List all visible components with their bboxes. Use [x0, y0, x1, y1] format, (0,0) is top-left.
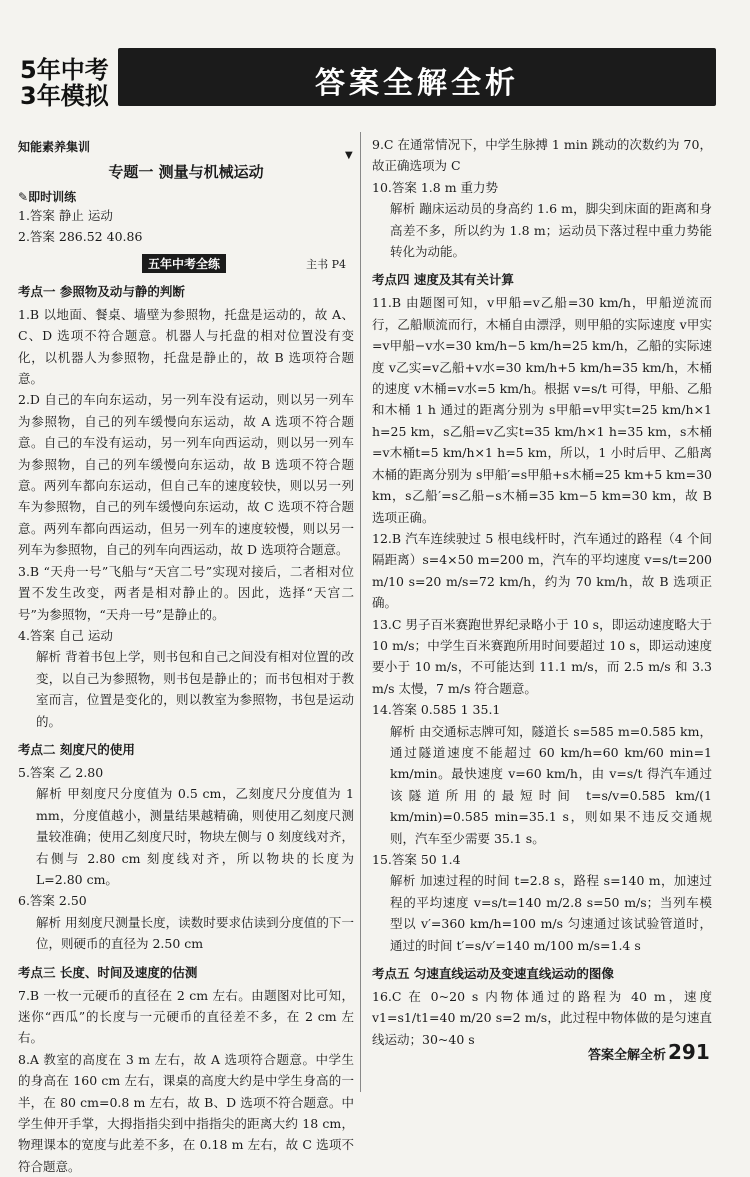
exam-badge: 五年中考全练	[142, 254, 226, 273]
answer-1: 1.答案 静止 运动	[18, 208, 113, 223]
right-column	[372, 134, 712, 1050]
question-9: 9.C 在通常情况下，中学生脉搏 1 min 跳动的次数约为 70，故正确选项为 C	[372, 137, 712, 174]
question-4-analysis: 解析 背着书包上学，则书包和自己之间没有相对位置的改变，以自己为参照物，则书包是静止的；而书包相对于教室而言，位置是变化的，则以教室为参照物，书包是运动的。	[36, 649, 354, 729]
logo-line1: 5年中考	[20, 56, 109, 84]
drill-label: 即时训练	[28, 190, 77, 204]
question-8: 8.A 教室的高度在 3 m 左右，故 A 选项符合题意。中学生的身高在 160 cm 左右，课桌的高度大约是中学生身高的一半，在 80 cm=0.8 m 左右，故 B、D 选项不符合题意。中学生伸开手掌，大拇指指尖到中指指尖的距离大约 18 cm，物理课本的宽度与此差不多，在 0.18 m 左右，故 C 选项不符合题意。	[18, 1051, 354, 1174]
drill-heading	[18, 188, 354, 205]
question-3: 3.B “天舟一号”飞船与“天宫二号”实现对接后，二者相对位置不发生改变，两者是相对静止的。因此，选择“天宫二号”为参照物，“天舟一号”是静止的。	[18, 563, 354, 622]
series-logo	[18, 50, 114, 108]
page-header	[0, 0, 750, 112]
answer-2: 2.答案 286.52 40.86	[18, 229, 143, 245]
page-footer	[588, 1040, 710, 1064]
down-marker-icon: ▼	[345, 150, 353, 161]
question-4-answer: 4.答案 自己 运动	[18, 627, 113, 643]
kaodian-3: 考点三 长度、时间及速度的估测	[18, 964, 198, 980]
kaodian-5: 考点五 匀速直线运动及变速直线运动的图像	[372, 966, 614, 982]
logo-line2: 3年模拟	[20, 82, 109, 110]
column-divider	[360, 132, 361, 1092]
question-15-analysis: 解析 加速过程的时间 t=2.8 s，路程 s=140 m，加速过程的平均速度 v=s/t=140 m/2.8 s=50 m/s；当列车模型以 v′=360 km/h=100 m/s 匀速通过该试验管道时，通过的时间 t′=s/v′=140 m/100 m/s=1.4 s	[390, 873, 712, 953]
question-15-answer: 15.答案 50 1.4	[372, 852, 461, 867]
topic-title: 专题一 测量与机械运动	[108, 163, 264, 181]
page-number: 291	[668, 1040, 710, 1064]
question-6-answer: 6.答案 2.50	[18, 893, 87, 909]
question-16: 16.C 在 0~20 s 内物体通过的路程为 40 m，速度 v1=s1/t1=40 m/20 s=2 m/s，此过程中物体做的是匀速直线运动；30~40 s	[372, 989, 712, 1047]
question-10-answer: 10.答案 1.8 m 重力势	[372, 179, 499, 195]
question-5-answer: 5.答案 乙 2.80	[18, 764, 104, 780]
book-ref: 主书 P4	[306, 257, 346, 271]
question-14-answer: 14.答案 0.585 1 35.1	[372, 702, 501, 718]
question-6-analysis: 解析 用刻度尺测量长度，读数时要求估读到分度值的下一位，则硬币的直径为 2.50 cm	[36, 914, 354, 952]
question-5-analysis: 解析 甲刻度尺分度值为 0.5 cm，乙刻度尺分度值为 1 mm，分度值越小，测量结果越精确，则使用乙刻度尺测量较准确；使用乙刻度尺时，物块左侧与 0 刻度线对齐，右侧与 2.80 cm 刻度线对齐，所以物块的长度为 L=2.80 cm。	[36, 786, 354, 887]
kaodian-1: 考点一 参照物及动与静的判断	[18, 283, 185, 299]
question-12: 12.B 汽车连续驶过 5 根电线杆时，汽车通过的路程（4 个间隔距离）s=4×50 m=200 m，汽车的平均速度 v=s/t=200 m/10 s=20 m/s=72 km/h，约为 70 km/h，故 B 选项正确。	[372, 530, 712, 611]
footer-label: 答案全解全析	[588, 1048, 667, 1063]
question-1: 1.B 以地面、餐桌、墙壁为参照物，托盘是运动的，故 A、C、D 选项不符合题意。机器人与托盘的相对位置没有变化，以机器人为参照物，托盘是静止的，故 B 选项符合题意。	[18, 306, 354, 387]
page-title: 答案全解全析	[315, 66, 519, 101]
question-2: 2.D 自己的车向东运动，另一列车没有运动，则以另一列车为参照物，自己的列车缓慢向东运动，故 A 选项不符合题意。自己的车没有运动，另一列车向西运动，则以另一列车为参照物，自己的列车缓慢向东运动，故 B 选项不符合题意。两列车都向东运动，但自己车的速度较快，则以另一列车为参照物，自己的列车缓慢向东运动，故 C 选项不符合题意。两列车都向西运动，但另一列车的速度较慢，则以另一列车为参照物，自己的列车向西运动，故 D 选项符合题意。	[18, 392, 354, 558]
question-11: 11.B 由题图可知，v甲船=v乙船=30 km/h，甲船逆流而行，乙船顺流而行，木桶自由漂浮，则甲船的实际速度 v甲实=v甲船−v水=30 km/h−5 km/h=25 km/h，乙船的实际速度 v乙实=v乙船+v水=30 km/h+5 km/h=35 km/h，木桶的速度 v木桶=v水=5 km/h。根据 v=s/t 可得，甲船、乙船和木桶 1 h 通过的距离分别为 s甲船=v甲实t=25 km/h×1 h=25 km，s乙船=v乙实t=35 km/h×1 h=35 km，s木桶=v木桶t=5 km/h×1 h=5 km，所以，1 小时后甲、乙船离木桶的距离分别为 s甲船′=s甲船+s木桶=25 km+5 km=30 km，s乙船′=s乙船−s木桶=35 km−5 km=30 km，故 B 选项正确。	[372, 295, 712, 525]
left-column	[18, 138, 354, 1177]
kaodian-4: 考点四 速度及其有关计算	[372, 272, 514, 288]
question-14-analysis: 解析 由交通标志牌可知，隧道长 s=585 m=0.585 km，通过隧道速度不能超过 60 km/h=60 km/60 min=1 km/min。最快速度 v=60 km/h，由 v=s/t 得汽车通过该隧道所用的最短时间 t=s/v=0.585 km/(1 km/min)=0.585 min=35.1 s，则如果不违反交通规则，汽车至少需要 35.1 s。	[390, 723, 712, 846]
badge-row	[18, 254, 354, 274]
question-7: 7.B 一枚一元硬币的直径在 2 cm 左右。由题图对比可知，迷你“西瓜”的长度与一元硬币的直径差不多，在 2 cm 左右。	[18, 987, 354, 1046]
section-heading: 知能素养集训	[18, 140, 91, 154]
pen-icon: ✎	[18, 190, 29, 204]
kaodian-2: 考点二 刻度尺的使用	[18, 741, 135, 757]
question-10-analysis: 解析 蹦床运动员的身高约 1.6 m，脚尖到床面的距离和身高差不多，所以约为 1.8 m；运动员下落过程中重力势能转化为动能。	[390, 201, 712, 260]
question-13: 13.C 男子百米赛跑世界纪录略小于 10 s，即运动速度略大于 10 m/s；中学生百米赛跑所用时间要超过 10 s，即运动速度要小于 10 m/s，不可能达到 11.1 m/s，而 2.5 m/s 和 3.3 m/s 太慢，7 m/s 符合题意。	[372, 616, 712, 696]
title-banner	[118, 48, 716, 106]
